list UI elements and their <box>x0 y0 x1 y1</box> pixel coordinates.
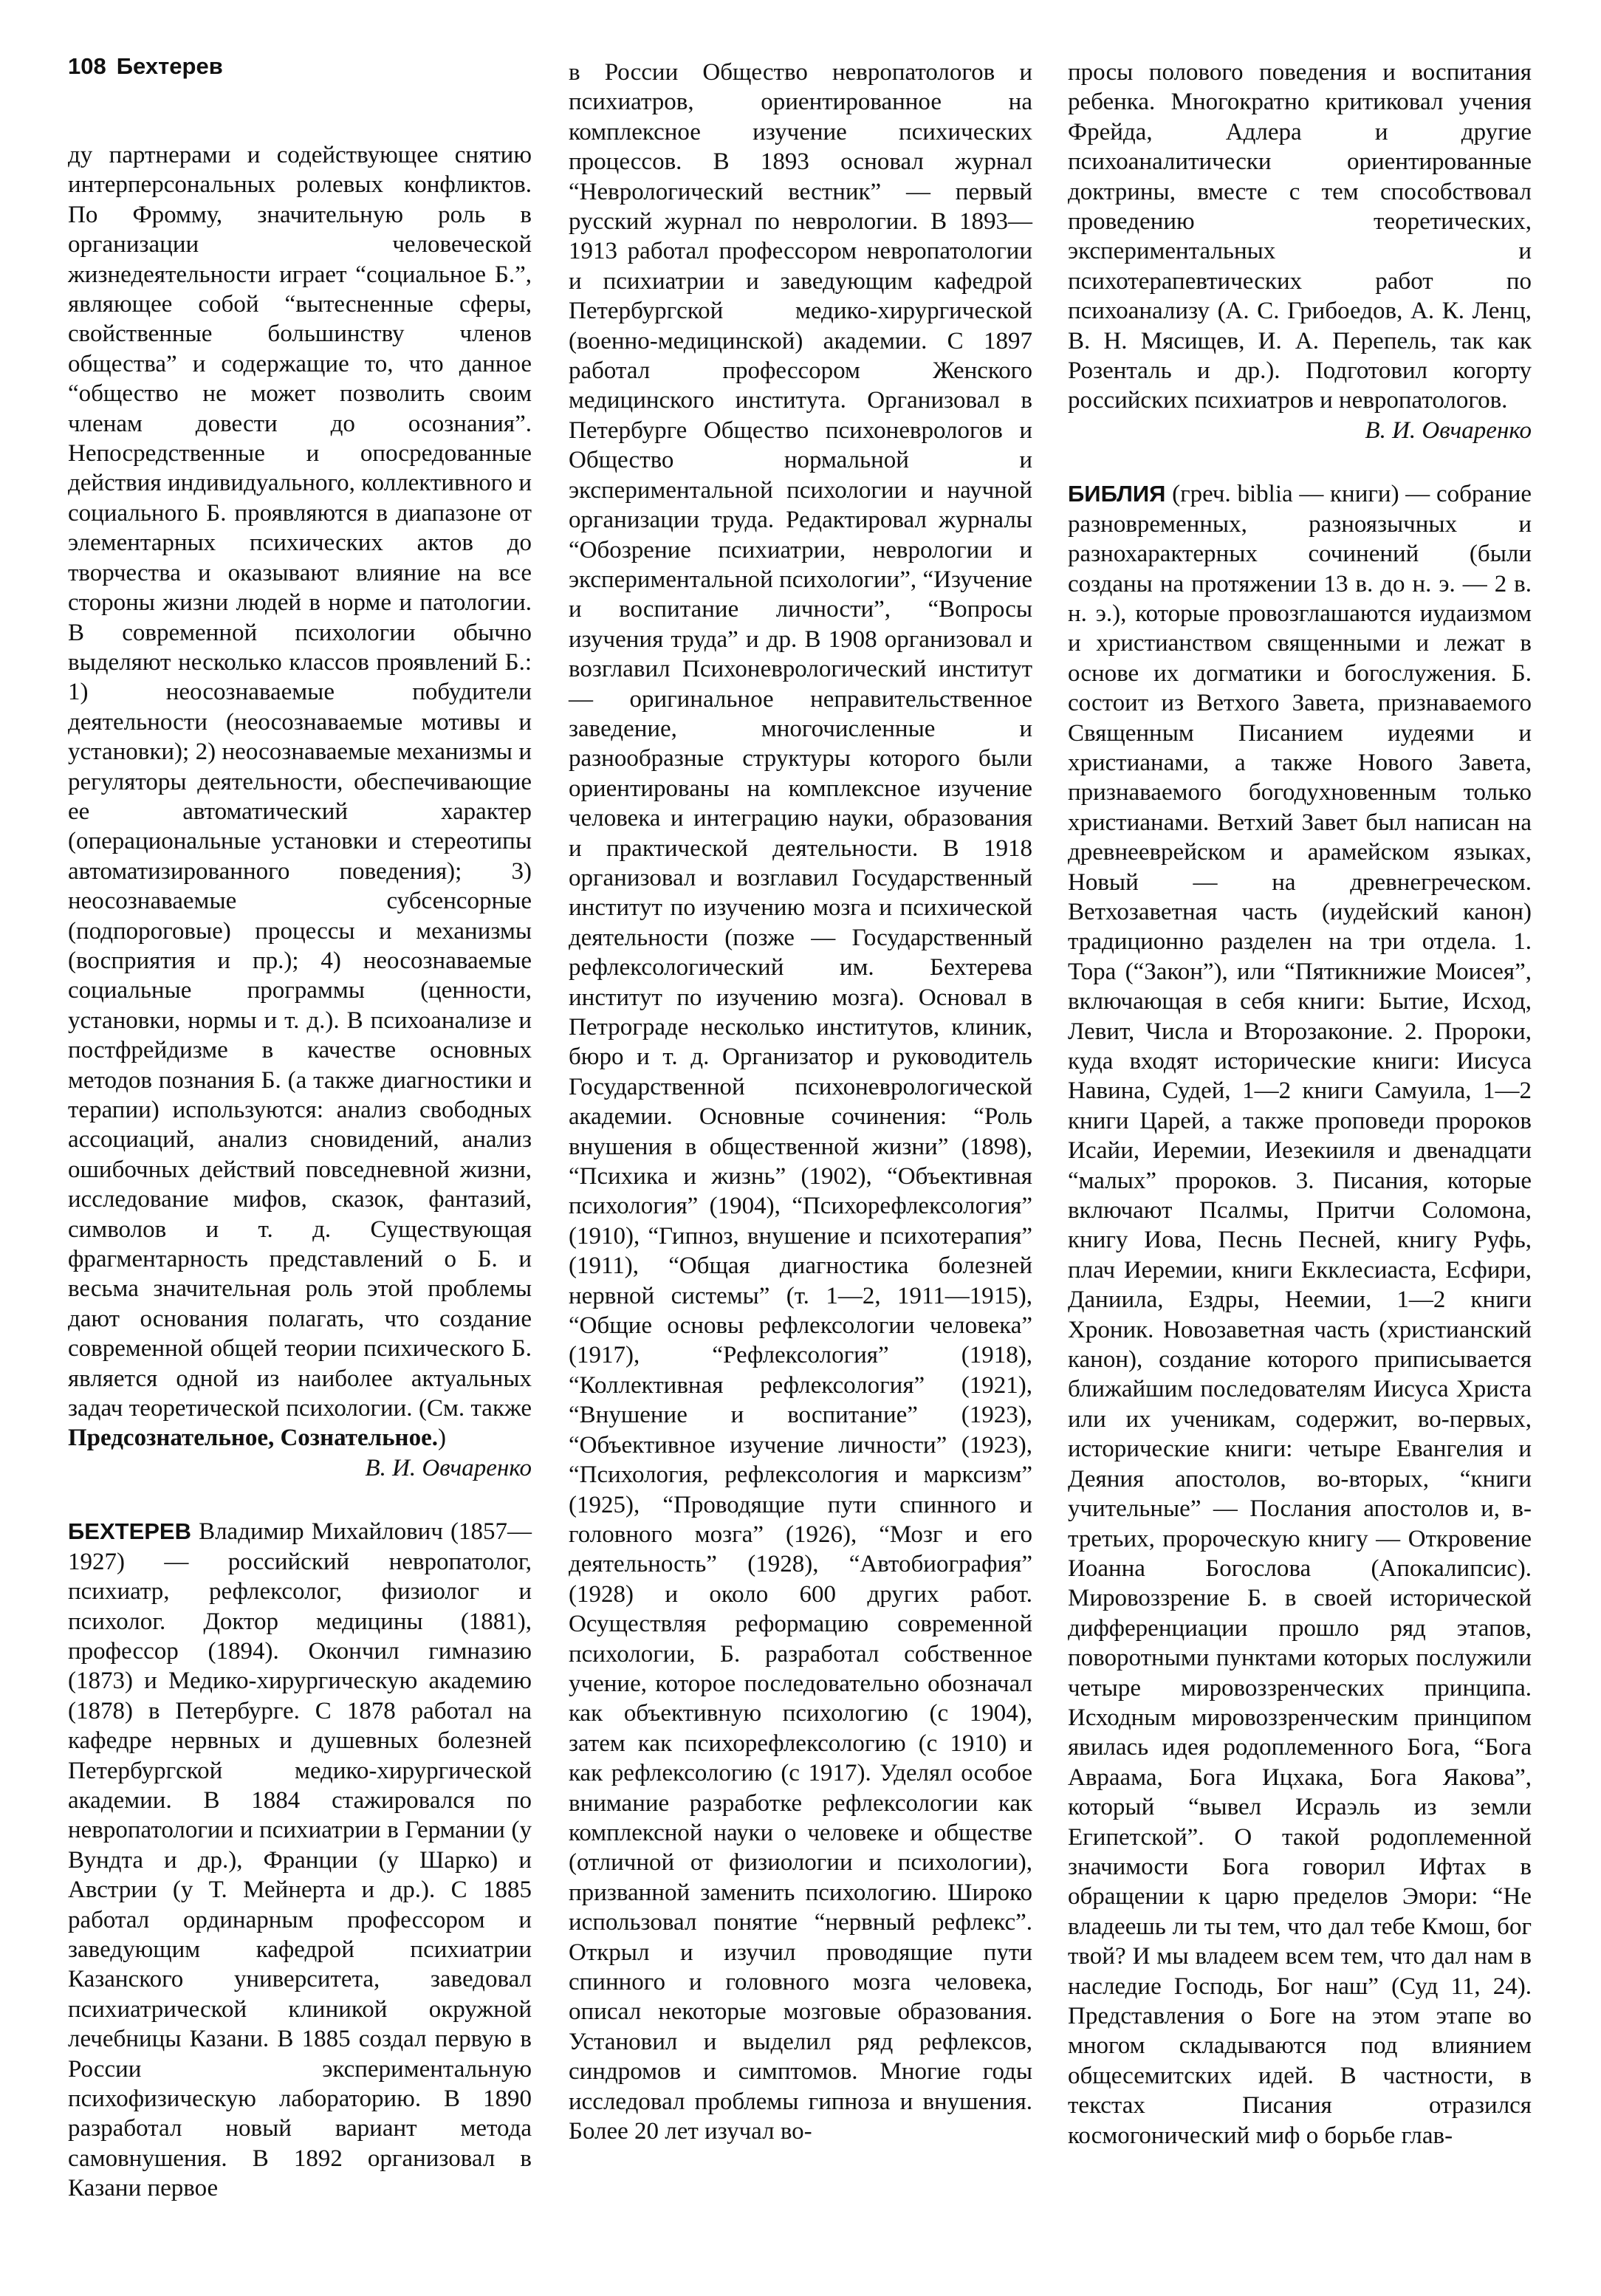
entry-text: Владимир Михайлович (1857—1927) — российский невропатолог, психиатр, рефлексолог, физиолог и психолог. Доктор медицины (1881), профессор (1894). Окончил гимназию (1873) и Медико-хирургическую академию (1878) в Петербурге. С 1878 работал на кафедре нервных и душевных болезней Петербургской медико-хирургической академии. В 1884 стажировался по невропатологии и психиатрии в Германии (у Вундта и др.), Франции (у Шарко) и Австрии (у Т. Мейнерта и др.). С 1885 работал ординарным профессором и заведующим кафедрой психиатрии Казанского университета, заведовал психиатрической клиникой окружной лечебницы Казани. В 1885 создал первую в России экспериментальную психофизическую лабораторию. В 1890 разработал новый вариант метода самовнушения. В 1892 организовал в Казани первое <box>68 1518 532 2202</box>
running-head <box>68 53 223 80</box>
paragraph-text: ду партнерами и содействующее снятию интерперсональных ролевых конфликтов. По Фромму, значительную роль в организации человеческой жизнедеятельности играет “социальное Б.”, являющее собой “вытесненные сферы, свойственные большинству членов общества” и содержащие то, что данное “общество не может позволить своим членам довести до осознания”. Непосредственные и опосредованные действия индивидуального, коллективного и социального Б. проявляются в диапазоне от элементарных психических актов до творчества и оказывают влияние на все стороны жизни людей в норме и патологии. В современной психологии обычно выделяют несколько классов проявлений Б.: 1) неосознаваемые побудители деятельности (неосознаваемые мотивы и установки); 2) неосознаваемые механизмы и регуляторы деятельности, обеспечивающие ее автоматический характер (операциональные установки и стереотипы автоматизированного поведения); 3) неосознаваемые субсенсорные (подпороговые) процессы и механизмы (восприятия и пр.); 4) неосознаваемые социальные программы (ценности, установки, нормы и т. д.). В психоанализе и постфрейдизме в качестве основных методов познания Б. (а также диагностики и терапии) используются: анализ свободных ассоциаций, анализ сновидений, анализ ошибочных действий повседневной жизни, исследование мифов, сказок, фантазий, символов и т. д. Существующая фрагментарность представлений о Б. и весьма значительная роль этой проблемы дают основания полагать, что создание современной общей теории психического Б. является одной из наиболее актуальных задач теоретической психологии. (См. также <box>68 142 532 1422</box>
entry-bibliya <box>1068 479 1532 2151</box>
entry-gap <box>68 1483 532 1517</box>
paragraph-end: ) <box>437 1425 446 1452</box>
paragraph: в России Общество невропатологов и психиатров, ориентированное на комплексное изучение психических процессов. В 1893 основал журнал “Неврологический вестник” — первый русский журнал по неврологии. В 1893—1913 работал профессором невропатологии и психиатрии и заведующим кафедрой Петербургской медико-хирургической (военно-медицинской) академии. С 1897 работал профессором Женского медицинского института. Организовал в Петербурге Общество психоневрологов и Общество нормальной и экспериментальной психологии и научной организации труда. Редактировал журналы “Обозрение психиатрии, неврологии и экспериментальной психологии”, “Изучение и воспитание личности”, “Вопросы изучения труда” и др. В 1908 организовал и возглавил Психоневрологический институт — оригинальное неправительственное заведение, многочисленные и разнообразные структуры которого были ориентированы на комплексное изучение человека и интеграцию науки, образования и практической деятельности. В 1918 организовал и возглавил Государственный институт по изучению мозга и психической деятельности (позже — Государственный рефлексологический им. Бехтерева институт по изучению мозга). Основал в Петрограде несколько институтов, клиник, бюро и т. д. Организатор и руководитель Государственной психоневрологической академии. Основные сочинения: “Роль внушения в общественной жизни” (1898), “Психика и жизнь” (1902), “Объективная психология” (1904), “Психорефлексология” (1910), “Гипноз, внушение и психотерапия” (1911), “Общая диагностика болезней нервной системы” (т. 1—2, 1911—1915), “Общие основы рефлексологии человека” (1917), “Рефлексология” (1918), “Коллективная рефлексология” (1921), “Внушение и воспитание” (1923), “Объективное изучение личности” (1923), “Психология, рефлексология и марксизм” (1925), “Проводящие пути спинного и головного мозга” (1926), “Мозг и его деятельность” (1928), “Автобиография” (1928) и около 600 других работ. Осуществляя реформацию современной психологии, Б. разработал собственное учение, которое последовательно обозначал как объективную психологию (с 1904), затем как психорефлексологию (с 1910) и как рефлексологию (с 1917). Уделял особое внимание разработке рефлексологии как комплексной науки о человеке и обществе (отличной от физиологии и психологии), призванной заменить психологию. Широко использовал понятие “нервный рефлекс”. Открыл и изучил проводящие пути спинного и головного мозга человека, описал некоторые мозговые образования. Установил и выделил ряд рефлексов, синдромов и симптомов. Многие годы исследовал проблемы гипноза и внушения. Более 20 лет изучал во- <box>569 59 1032 2145</box>
column-2 <box>569 58 1032 2146</box>
author-signature: В. И. Овчаренко <box>1365 417 1532 444</box>
column-1 <box>68 140 532 2204</box>
entry-gap <box>1068 445 1532 479</box>
column-3 <box>1068 58 1532 2151</box>
headword-bekhterev: БЕХТЕРЕВ <box>68 1518 191 1545</box>
cross-reference: Предсознательное, Сознательное. <box>68 1425 438 1452</box>
headword-bibliya: БИБЛИЯ <box>1068 481 1166 507</box>
entry-bekhterev <box>68 1517 532 2203</box>
page-number: 108 <box>68 53 106 79</box>
running-title: Бехтерев <box>116 53 223 79</box>
paragraph: просы полового поведения и воспитания ребенка. Многократно критиковал учения Фрейда, Адлера и другие психоаналитически ориентированные доктрины, вместе с тем способствовал проведению теоретических, экспериментальных и психотерапевтических работ по психоанализу (А. С. Грибоедов, А. К. Ленц, В. Н. Мясищев, И. А. Перепель, так как Розенталь и др.). Подготовил когорту российских психиатров и невропатологов. <box>1068 59 1532 414</box>
entry-text: (греч. biblia — книги) — собрание разновременных, разноязычных и разнохарактерных сочинений (были созданы на протяжении 13 в. до н. э. — 2 в. н. э.), которые провозглашаются иудаизмом и христианством священными и лежат в основе их догматики и богослужения. Б. состоит из Ветхого Завета, признаваемого Священным Писанием иудеями и христианами, а также Нового Завета, признаваемого богодухновенным только христианами. Ветхий Завет был написан на древнееврейском и арамейском языках, Новый — на древнегреческом. Ветхозаветная часть (иудейский канон) традиционно разделен на три отдела. 1. Тора (“Закон”), или “Пятикнижие Моисея”, включающая в себя книги: Бытие, Исход, Левит, Числа и Второзаконие. 2. Пророки, куда входят исторические книги: Иисуса Навина, Судей, 1—2 книги Самуила, 1—2 книги Царей, а также проповеди пророков Исайи, Иеремии, Иезекииля и двенадцати “малых” пророков. 3. Писания, которые включают Псалмы, Притчи Соломона, книгу Иова, Песнь Песней, книгу Руфь, плач Иеремии, книги Екклесиаста, Есфири, Даниила, Ездры, Неемии, 1—2 книги Хроник. Новозаветная часть (христианский канон), создание которого приписывается ближайшим последователям Иисуса Христа или их ученикам, содержит, во-первых, исторические книги: четыре Евангелия и Деяния апостолов, во-вторых, “книги учительные” — Послания апостолов и, в-третьих, пророческую книгу — Откровение Иоанна Богослова (Апокалипсис). Мировоззрение Б. в своей исторической дифференциации прошло ряд этапов, поворотными пунктами которых послужили четыре мировоззренческих принципа. Исходным мировоззренческим принципом явилась идея родоплеменного Бога, “Бога Авраама, Бога Ицхака, Бога Яакова”, который “вывел Исраэль из земли Египетской”. О такой родоплеменной значимости Бога говорил Ифтах в обращении к царю пределов Эмори: “Не владеешь ли ты тем, что дал тебе Кмош, бог твой? И мы владеем всем тем, что дал нам в наследие Господь, Бог наш” (Суд 11, 24). Представления о Боге на этом этапе во многом складываются под влиянием общесемитских идей. В частности, в текстах Писания отразился космогонический миф о борьбе глав- <box>1068 481 1532 2149</box>
author-signature: В. И. Овчаренко <box>365 1454 532 1481</box>
paragraph <box>68 140 532 1453</box>
